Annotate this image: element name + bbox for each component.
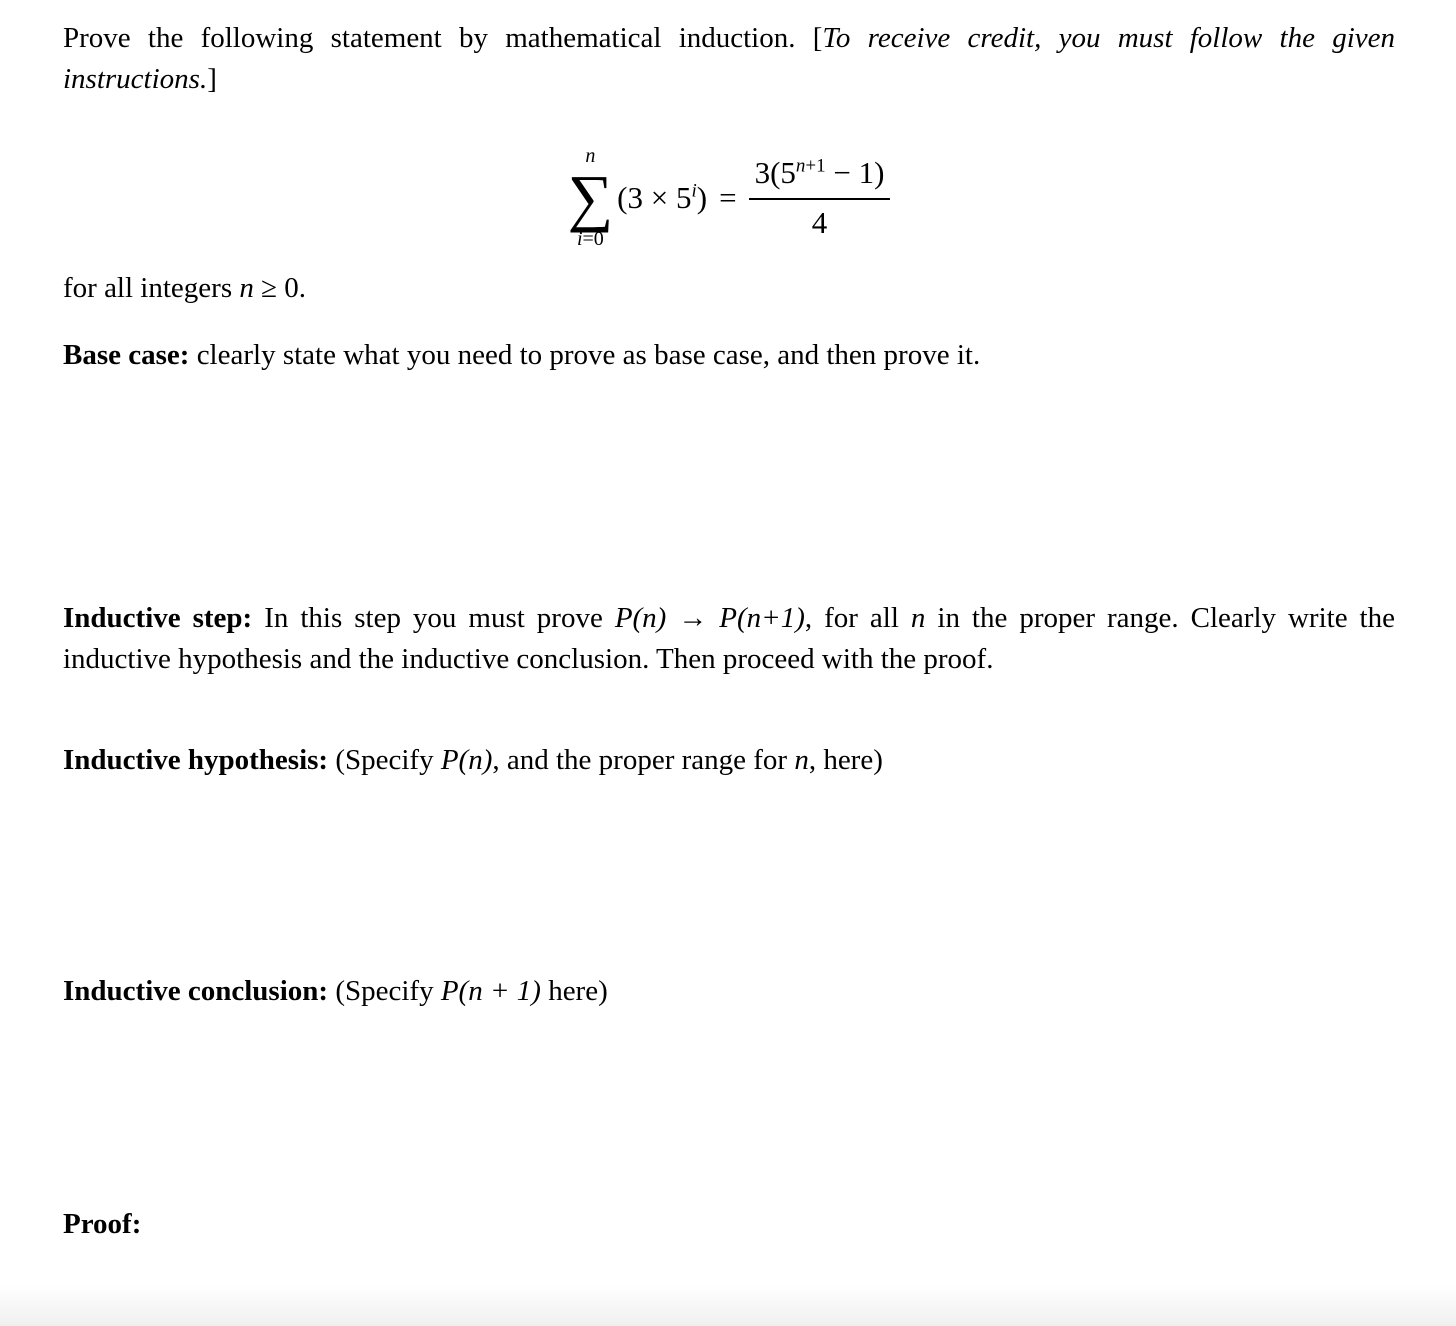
hypothesis-text-3: , here) (808, 744, 883, 776)
summation-operator (568, 145, 614, 252)
summation-formula (63, 142, 1395, 254)
range-text: for all integers (63, 272, 240, 304)
range-condition (63, 268, 1395, 309)
var-n: n (794, 744, 809, 776)
base-case-label: Base case: (63, 339, 190, 371)
inductive-conclusion-label: Inductive conclusion: (63, 975, 329, 1007)
p-of-n-plus-1-math: P(n + 1) (440, 975, 541, 1007)
inductive-step-label: Inductive step: (63, 602, 253, 634)
formula-body: $(3 \times 5^i)$ (617, 180, 708, 215)
sum-upper-limit: n (585, 144, 596, 167)
implication-math: P(n) → P(n+1) (614, 602, 805, 634)
problem-statement-text: Prove the following statement by mathematical induction. (63, 22, 813, 54)
credit-note-italic: To receive credit, you must follow the given instructions. (63, 22, 1395, 95)
conclusion-text-1: (Specify (328, 975, 441, 1007)
inductive-hypothesis-label: Inductive hypothesis: (63, 744, 329, 776)
hypothesis-text-1: (Specify (328, 744, 441, 776)
base-case-section (63, 335, 1395, 376)
exponent-i: i (691, 180, 697, 202)
fraction-denominator: 4 (811, 204, 828, 240)
hypothesis-text-2: , and the proper range for (492, 744, 795, 776)
p-of-n-math: P(n) (440, 744, 493, 776)
fraction (749, 156, 891, 239)
proof-label: Proof: (63, 1208, 142, 1240)
bracket-close: ] (207, 63, 217, 95)
var-n: n (239, 272, 254, 304)
fraction-numerator: $3(5^{n+1} - 1)$ (749, 156, 891, 199)
sum-lower-limit: i=0 (576, 228, 604, 251)
inductive-step-section (63, 598, 1395, 680)
sigma-symbol: ∑ (567, 161, 614, 233)
inductive-conclusion-section (63, 971, 1395, 1012)
inductive-step-text-2: , for all (804, 602, 911, 634)
bracket-open: [ (812, 22, 823, 54)
inductive-step-text-3: in the proper range. Clearly write the inductive hypothesis and the inductive conclusion. Then proceed with the proof. (63, 602, 1395, 675)
base-case-text: clearly state what you need to prove as base case, and then prove it. (189, 339, 981, 371)
conclusion-text-2: here) (540, 975, 608, 1007)
inductive-step-text-1: In this step you must prove (252, 602, 615, 634)
page-bottom-edge-shadow (0, 1284, 1456, 1326)
var-n: n (910, 602, 926, 634)
inductive-hypothesis-section (63, 740, 1395, 781)
problem-statement (63, 18, 1395, 100)
exponent-n-plus-1: n+1 (795, 156, 826, 178)
proof-section (63, 1204, 1395, 1245)
range-inequality: ≥ 0. (253, 272, 307, 304)
equals-sign: = (719, 180, 737, 215)
